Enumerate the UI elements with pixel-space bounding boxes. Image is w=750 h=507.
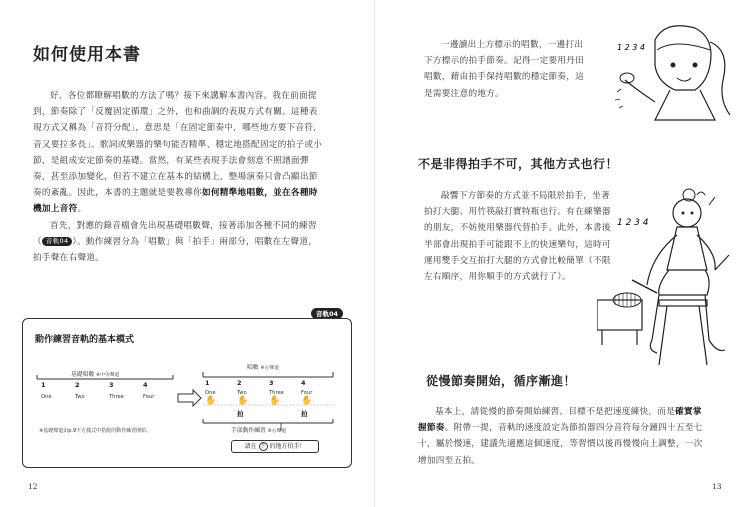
count-label: 唱數 ※左聲道 — [247, 365, 279, 371]
track-badge: 音軌04 — [311, 308, 343, 319]
bold-phrase: 確實掌握節奏 — [418, 407, 702, 434]
clap-mark-2: 拍 — [301, 410, 308, 418]
count-beat-2: 2 — [237, 379, 242, 387]
page-title: 如何使用本書 — [33, 45, 141, 65]
section-title-1: 不是非得拍手不可，其他方式也行！ — [418, 157, 619, 171]
section-2-body — [418, 404, 708, 469]
section-2-paragraph: 基本上，請從慢的節奏開始練習。目標不是把速度練快，而是確實掌握節奏。附帶一提，音軌的速度設定為節拍器四分音符每分鐘四十五至七十，屬於慢速，建議先適應這個速度，等習慣以後再慢慢向上調整，一次增加四至五拍。 — [418, 407, 703, 466]
hand-outline-icon: ✋ — [205, 396, 217, 406]
section-title-2: 從慢節奏開始，循序漸進！ — [426, 374, 577, 388]
diagram-note: ※基礎聲道由p.9下方樣式中搭配的動作練習開始。 — [39, 428, 152, 434]
section-1-paragraph: 敲響下方節奏的方式並不局限於拍手，坐著拍打大腿、用竹筷敲打寶特瓶也行。有在練樂器的朋友，不妨使用樂器代替拍手。此外，本書後半部會出現拍手可能跟不上的快速樂句，這時可運用雙手交互拍打大腿的方式會比較簡單（不限左右順序，用你順手的方式就行了）。 — [424, 191, 611, 283]
hand-filled-icon: ✋ — [237, 396, 249, 406]
intro-text — [33, 88, 325, 266]
clapping-girl-illustration — [615, 20, 745, 130]
count-beat-1: 1 — [205, 379, 210, 387]
base-beat-4: 4 — [143, 381, 148, 389]
count-word-2: Two — [237, 390, 247, 396]
base-word-3: Three — [109, 394, 124, 400]
intro-paragraph: 一邊讀出上方標示的唱數，一邊打出下方標示的拍手節奏。記得一定要用丹田唱數，藉由拍手保持唱數的穩定節奏，這是需要注意的地方。 — [424, 40, 585, 99]
count-beat-3: 3 — [269, 379, 274, 387]
intro-text — [424, 37, 592, 102]
bold-phrase: 如何精準地唱數，並在各種時機加上音符 — [33, 188, 318, 215]
practice-diagram — [22, 318, 352, 468]
base-beat-3: 3 — [109, 381, 114, 389]
base-word-2: Two — [75, 394, 85, 400]
count-beat-4: 4 — [301, 379, 306, 387]
diagram-title: 動作練習音軌的基本模式 — [35, 335, 135, 345]
hand-icon: 手 — [259, 442, 268, 451]
base-beat-1: 1 — [41, 381, 46, 389]
clap-numbers-2: 1 2 3 4 — [617, 218, 649, 228]
paragraph-1: 好，各位都瞭解唱數的方法了嗎？接下來講解本書內容。我在前面提到，節奏除了「反覆固定循環」之外，也和曲調的表現方式有關。這種表現方式又稱為「音符分配」，意思是「在固定節奏中，哪些地方要下音符，音又要拉多長」。歌詞或樂器的樂句能否精準、穩定地搭配固定的拍子或小節，是組成安定節奏的基礎。當然，有某些表現手法會刻意不照譜面彈奏，甚至添加變化，但若不建立在基本的結構上，整場演奏只會凸顯出節奏的紊亂。因此，本書的主題就是要教導你如何精準地唱數，並在各種時機加上音符。 — [33, 91, 323, 215]
hand-filled-icon: ✋ — [301, 396, 313, 406]
base-word-1: One — [41, 394, 52, 400]
drumming-girl-illustration — [597, 175, 747, 375]
clap-numbers-1: 1 2 3 4 — [617, 43, 645, 52]
track-badge-inline: 音軌04 — [42, 237, 72, 246]
hand-outline-icon: ✋ — [269, 396, 281, 406]
clap-mark-1: 拍 — [237, 410, 244, 418]
base-word-4: Four — [143, 394, 155, 400]
count-word-4: Four — [301, 390, 313, 396]
right-page — [375, 0, 750, 507]
base-beat-2: 2 — [75, 381, 80, 389]
page-number: 13 — [712, 482, 722, 491]
drum-box — [597, 293, 642, 345]
base-count-label: 基礎唱數 ※中央聲道 — [71, 372, 120, 378]
page-number: 12 — [28, 482, 38, 491]
clap-instruction: 請在 手 的地方拍手！ — [231, 440, 319, 453]
clap-practice-label: 手部動作練習 ※右聲道 — [231, 428, 287, 434]
count-word-3: Three — [269, 390, 284, 396]
paragraph-2: 首先，對應的錄音檔會先出現基礎唱數聲，接著添加各種不同的練習（ 音軌04 ）。動作練習分為「唱數」與「拍手」兩部分，唱數在左聲道，拍手聲在右聲道。 — [33, 220, 318, 264]
count-word-1: One — [205, 390, 216, 396]
section-1-body — [424, 188, 612, 285]
